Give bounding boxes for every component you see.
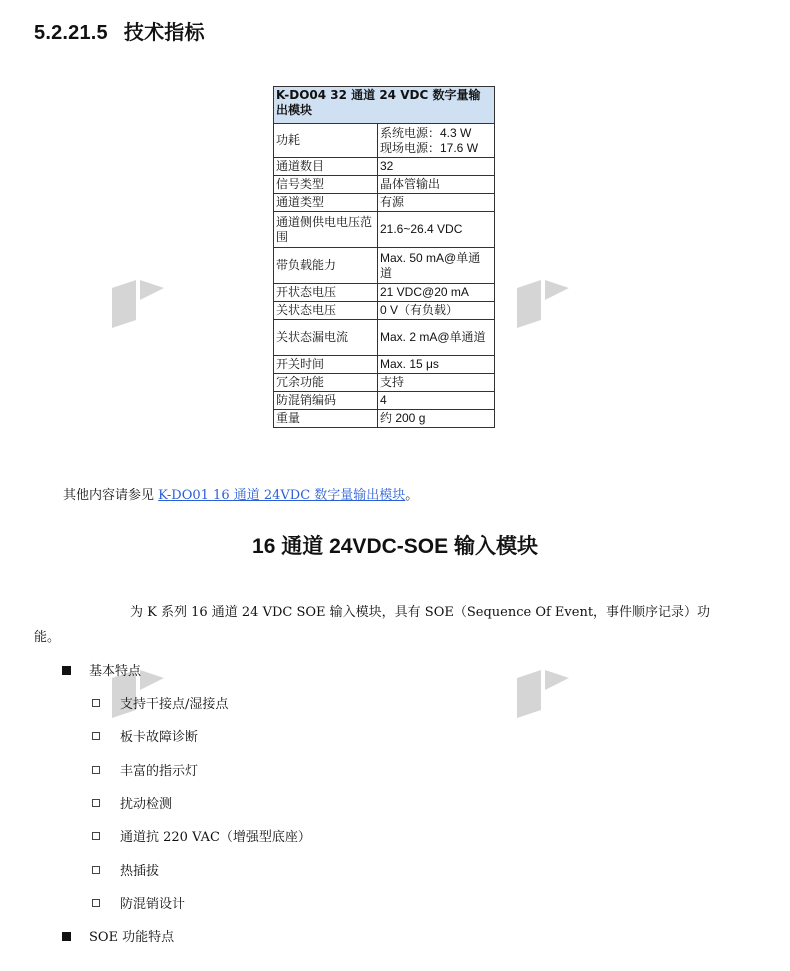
hollow-square-bullet-icon	[92, 732, 100, 740]
reference-line	[63, 484, 418, 503]
watermark-shape-icon	[112, 280, 164, 328]
reference-prefix: 其他内容请参见	[63, 488, 159, 503]
spec-row	[274, 158, 495, 176]
spec-label: 开关时间	[274, 356, 378, 374]
feature-item-text: 板卡故障诊断	[120, 730, 199, 745]
spec-row	[274, 176, 495, 194]
hollow-square-bullet-icon	[92, 832, 100, 840]
spec-table-header: K-DO04 32 通道 24 VDC 数字量输出模块	[274, 87, 495, 124]
hollow-square-bullet-icon	[92, 766, 100, 774]
spec-row	[274, 302, 495, 320]
hollow-square-bullet-icon	[92, 699, 100, 707]
spec-label: 开状态电压	[274, 284, 378, 302]
spec-label: 关状态电压	[274, 302, 378, 320]
intro-paragraph: 为 K 系列 16 通道 24 VDC SOE 输入模块，具有 SOE（Sequence Of Event，事件顺序记录）功能。	[34, 605, 711, 645]
features-heading	[62, 660, 141, 679]
reference-suffix: 。	[405, 488, 419, 503]
feature-item	[92, 860, 159, 879]
feature-item-text: 扰动检测	[120, 797, 173, 812]
spec-label: 防混销编码	[274, 392, 378, 410]
spec-value: Max. 15 μs	[378, 356, 495, 374]
square-bullet-icon	[62, 666, 71, 675]
spec-value: 系统电源：4.3 W 现场电源：17.6 W	[378, 124, 495, 158]
watermark-shape-icon	[517, 670, 569, 718]
module-title: 16 通道 24VDC-SOE 输入模块	[252, 535, 538, 558]
spec-row	[274, 284, 495, 302]
spec-label: 通道数目	[274, 158, 378, 176]
spec-label: 冗余功能	[274, 374, 378, 392]
section-heading	[34, 16, 205, 45]
spec-value: 有源	[378, 194, 495, 212]
spec-row	[274, 356, 495, 374]
spec-value: 32	[378, 158, 495, 176]
spec-row	[274, 248, 495, 284]
spec-label: 信号类型	[274, 176, 378, 194]
watermark-shape-icon	[517, 280, 569, 328]
spec-label: 功耗	[274, 124, 378, 158]
spec-value: Max. 2 mA@单通道	[378, 320, 495, 356]
square-bullet-icon	[62, 932, 71, 941]
spec-row	[274, 124, 495, 158]
feature-item	[92, 826, 311, 845]
spec-value: 支持	[378, 374, 495, 392]
spec-label: 通道类型	[274, 194, 378, 212]
section-number: 5.2.21.5	[34, 22, 108, 44]
hollow-square-bullet-icon	[92, 866, 100, 874]
soe-heading-text: SOE 功能特点	[89, 930, 175, 945]
hollow-square-bullet-icon	[92, 799, 100, 807]
spec-value: 0 V（有负载）	[378, 302, 495, 320]
spec-row	[274, 320, 495, 356]
feature-item-text: 热插拔	[120, 864, 160, 879]
spec-row	[274, 212, 495, 248]
watermark-logo	[112, 210, 282, 340]
spec-value: 21.6~26.4 VDC	[378, 212, 495, 248]
spec-table	[273, 86, 495, 428]
spec-value: 约 200 g	[378, 410, 495, 428]
hollow-square-bullet-icon	[92, 899, 100, 907]
spec-value: 4	[378, 392, 495, 410]
feature-item-text: 丰富的指示灯	[120, 764, 199, 779]
spec-row	[274, 392, 495, 410]
feature-item-text: 防混销设计	[120, 897, 186, 912]
feature-item	[92, 793, 172, 812]
spec-row	[274, 374, 495, 392]
feature-item	[92, 893, 185, 912]
soe-heading	[62, 926, 174, 945]
feature-item-text: 通道抗 220 VAC（增强型底座）	[120, 830, 311, 845]
reference-link[interactable]: K-DO01 16 通道 24VDC 数字量输出模块	[158, 488, 406, 503]
spec-label: 通道侧供电电压范围	[274, 212, 378, 248]
spec-value: Max. 50 mA@单通道	[378, 248, 495, 284]
spec-value: 晶体管输出	[378, 176, 495, 194]
feature-item	[92, 726, 198, 745]
spec-label: 带负载能力	[274, 248, 378, 284]
spec-label: 重量	[274, 410, 378, 428]
feature-item	[92, 760, 198, 779]
spec-label: 关状态漏电流	[274, 320, 378, 356]
section-title: 技术指标	[123, 22, 205, 44]
spec-row	[274, 410, 495, 428]
spec-table-header-row	[274, 87, 495, 124]
feature-item-text: 支持干接点/湿接点	[120, 697, 229, 712]
spec-row	[274, 194, 495, 212]
spec-value: 21 VDC@20 mA	[378, 284, 495, 302]
watermark-logo	[517, 210, 687, 340]
features-heading-text: 基本特点	[89, 664, 142, 679]
feature-item	[92, 693, 228, 712]
